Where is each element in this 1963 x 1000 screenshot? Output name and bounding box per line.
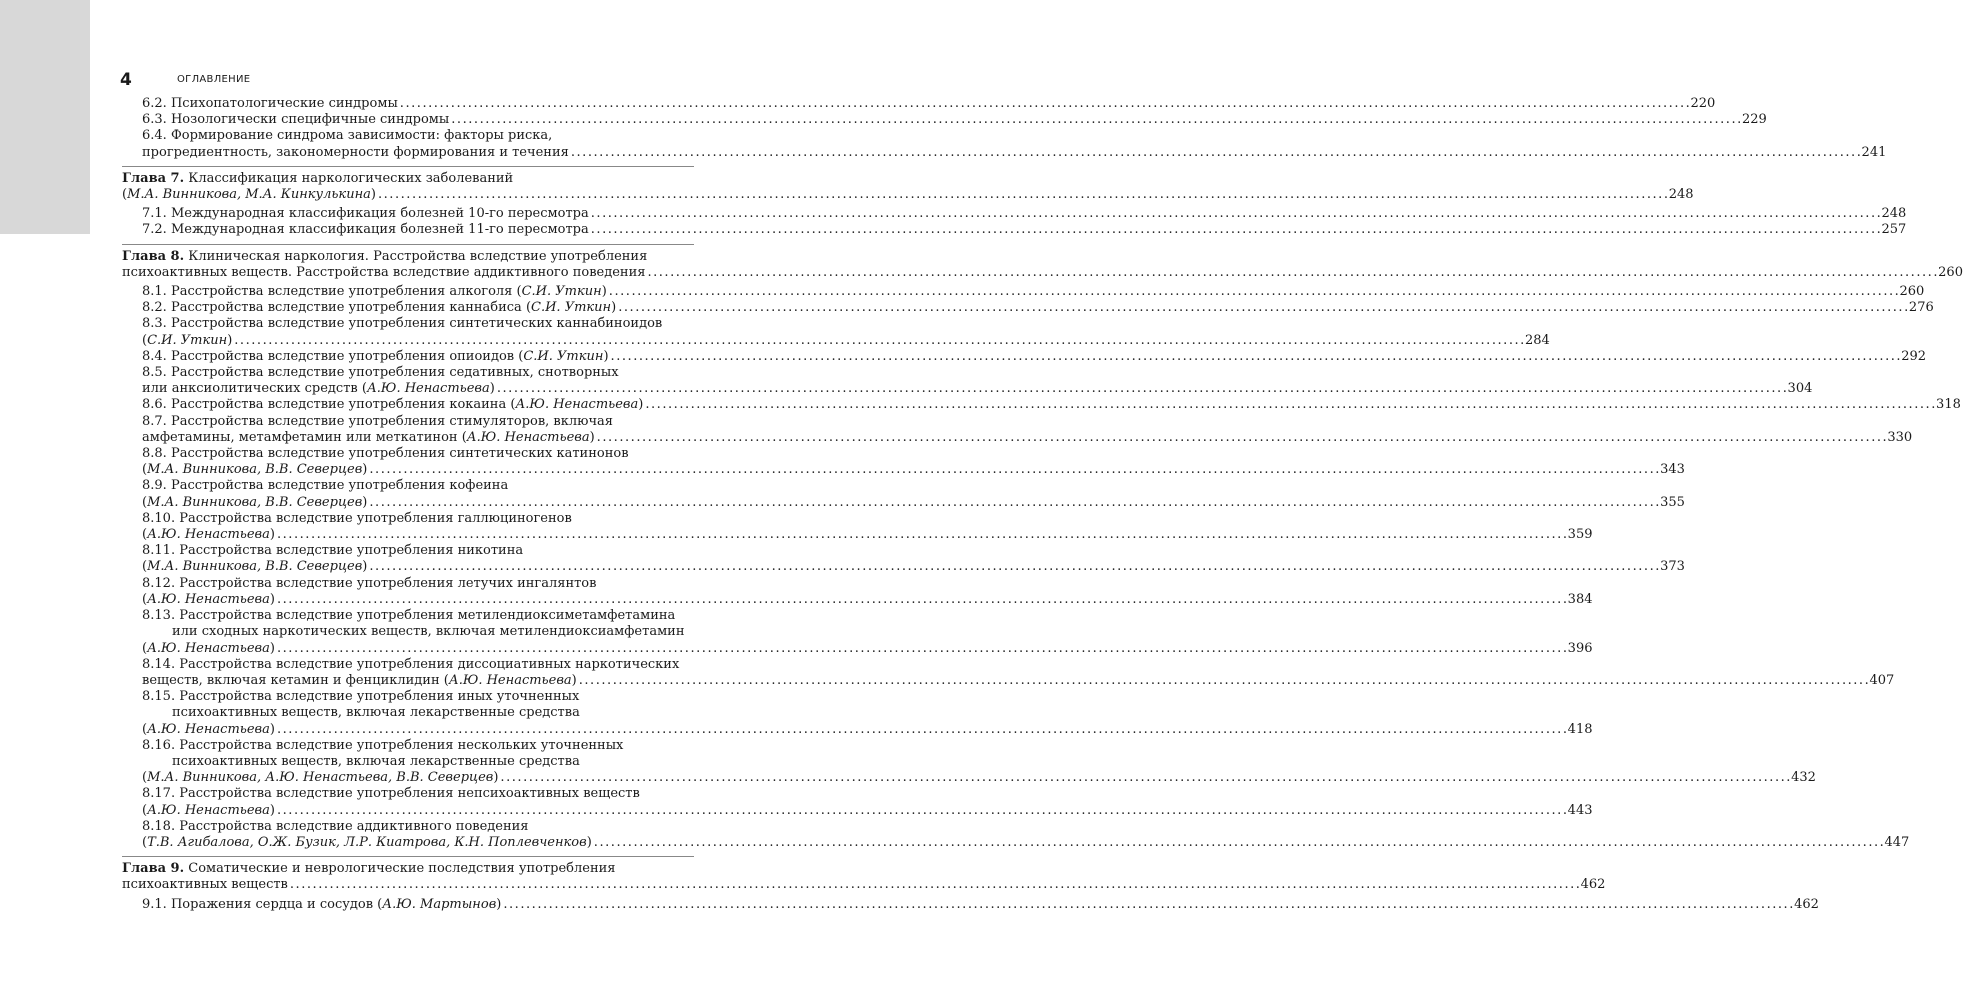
toc-line-last <box>142 802 1593 819</box>
toc-entry[interactable] <box>142 818 1910 851</box>
chapter-divider <box>122 244 694 245</box>
entry-authors: (Т.В. Агибалова, О.Ж. Бузик, Л.Р. Киатрова, К.Н. Поплевченков) <box>142 834 592 850</box>
title-text: Расстройства вследствие употребления никотина <box>179 543 524 559</box>
author-names: А.Ю. Ненастьева <box>466 429 590 445</box>
leader-dots <box>378 187 1667 203</box>
page-ref: 257 <box>1881 222 1907 238</box>
entry-number: 8.7. <box>142 413 167 429</box>
leader-dots <box>591 222 1880 238</box>
entry-title <box>142 722 275 738</box>
leader-dots <box>503 897 1792 913</box>
entry-authors: (М.А. Винникова, М.А. Кинкулькина) <box>122 187 376 203</box>
entry-number: 8.12. <box>142 575 176 591</box>
chapter-divider <box>122 856 694 857</box>
entry-number: 8.14. <box>142 656 176 672</box>
toc-line <box>142 689 694 705</box>
page-ref: 292 <box>1901 348 1927 364</box>
toc-chapter <box>122 248 1963 852</box>
page-ref: 418 <box>1567 721 1593 737</box>
author-names: М.А. Винникова, А.Ю. Ненастьева, В.В. Северцев <box>147 770 494 786</box>
entry-title <box>172 705 580 721</box>
page-ref: 343 <box>1660 462 1685 478</box>
entry-number: 6.4. <box>142 128 167 144</box>
toc-line-last <box>142 494 1685 511</box>
toc-line-last <box>122 877 1606 893</box>
leader-dots <box>369 559 1658 575</box>
entry-number: 8.5. <box>142 365 167 381</box>
page-ref: 462 <box>1580 877 1606 893</box>
entry-title <box>122 265 645 281</box>
page-ref: 359 <box>1567 527 1593 543</box>
toc-line <box>142 576 694 592</box>
entry-authors: (А.Ю. Ненастьева) <box>142 721 275 737</box>
entry-title <box>179 608 675 624</box>
entry-title <box>179 819 528 835</box>
page-ref: 276 <box>1908 300 1934 316</box>
entry-number: 8.16. <box>142 737 176 753</box>
title-text: Классификация наркологических заболеваний <box>188 170 514 186</box>
entry-title <box>171 300 616 316</box>
toc-entry[interactable] <box>142 510 1593 543</box>
title-text: Расстройства вследствие употребления синтетических катинонов <box>170 446 629 462</box>
title-text: психоактивных веществ, включая лекарственные средства <box>172 753 580 769</box>
toc-line-last <box>142 300 1934 316</box>
toc-entry[interactable] <box>142 96 1716 112</box>
entry-authors: (А.Ю. Ненастьева) <box>510 397 644 413</box>
entry-number: 8.3. <box>142 316 167 332</box>
title-text: Расстройства вследствие употребления стимуляторов, включая <box>170 413 613 429</box>
toc-entry[interactable] <box>142 222 1907 238</box>
page-ref: 318 <box>1936 397 1961 413</box>
page-ref: 443 <box>1567 802 1593 818</box>
author-names: С.И. Уткин <box>521 284 602 300</box>
leader-dots <box>611 349 1900 365</box>
author-names: А.Ю. Ненастьева <box>147 802 270 818</box>
leader-dots <box>277 592 1566 608</box>
toc-entry[interactable] <box>142 608 1593 657</box>
page-ref: 304 <box>1787 381 1813 397</box>
chapter-heading[interactable] <box>122 248 1963 281</box>
toc-line-last <box>142 332 1550 349</box>
title-text: Расстройства вследствие употребления седативных, снотворных <box>170 365 619 381</box>
entry-number: 8.10. <box>142 510 176 526</box>
leader-dots <box>645 397 1934 413</box>
title-text: Расстройства вследствие употребления опиоидов <box>170 348 515 364</box>
toc-line <box>142 446 694 462</box>
toc-entry[interactable] <box>142 206 1907 222</box>
author-names: А.Ю. Ненастьева <box>147 721 270 737</box>
entry-title <box>188 249 647 265</box>
entry-title <box>171 397 643 413</box>
title-text: Расстройства вследствие употребления галлюциногенов <box>179 510 572 526</box>
chapter-divider <box>122 166 694 167</box>
toc-line <box>142 608 694 624</box>
page-ref: 447 <box>1884 834 1910 850</box>
entry-title <box>188 861 615 877</box>
toc-line-last <box>142 834 1910 851</box>
author-names: А.Ю. Мартынов <box>382 896 497 912</box>
toc-chapter <box>122 861 1819 913</box>
author-names: А.Ю. Ненастьева <box>448 672 572 688</box>
leader-dots <box>451 112 1740 128</box>
leader-dots <box>609 284 1898 300</box>
toc-line <box>142 705 694 721</box>
entry-title <box>171 365 619 381</box>
page-edge-tab <box>0 0 90 234</box>
toc-entry[interactable] <box>142 284 1925 300</box>
title-text: прогредиентность, закономерности формирования и течения <box>142 144 569 160</box>
entry-authors: (М.А. Винникова, А.Ю. Ненастьева, В.В. Северцев) <box>142 770 499 786</box>
page-ref: 248 <box>1881 206 1907 222</box>
leader-dots <box>618 300 1907 316</box>
toc-entry[interactable] <box>142 348 1927 365</box>
leader-dots <box>400 96 1689 112</box>
title-text: Расстройства вследствие употребления метилендиоксиметамфетамина <box>179 608 676 624</box>
entry-authors: (С.И. Уткин) <box>516 284 607 300</box>
toc-line <box>142 754 694 770</box>
author-names: С.И. Уткин <box>531 300 612 316</box>
page-ref: 384 <box>1567 591 1593 607</box>
title-text: Поражения сердца и сосудов <box>170 896 374 912</box>
title-text: Расстройства вследствие употребления диссоциативных наркотических <box>179 656 680 672</box>
toc-line-last <box>142 640 1593 657</box>
toc-line <box>142 414 694 430</box>
entry-number: 8.6. <box>142 397 167 413</box>
toc-entry[interactable] <box>142 365 1813 397</box>
entry-authors: (С.И. Уткин) <box>525 300 617 316</box>
author-names: Т.В. Агибалова, О.Ж. Бузик, Л.Р. Киатрова, К.Н. Поплевченков <box>147 834 587 850</box>
title-text: Расстройства вследствие употребления нескольких уточненных <box>179 737 624 753</box>
entry-number: 6.2. <box>142 96 167 111</box>
author-names: С.И. Уткин <box>523 348 604 364</box>
chapter-heading[interactable] <box>122 170 1694 203</box>
leader-dots <box>277 803 1566 819</box>
toc-entry[interactable] <box>142 543 1685 575</box>
author-names: А.Ю. Ненастьева <box>515 397 639 413</box>
page-ref: 220 <box>1690 96 1716 111</box>
author-names: А.Ю. Ненастьева <box>147 527 270 543</box>
toc-line-last <box>122 187 1694 203</box>
leader-dots <box>597 430 1886 446</box>
leader-dots <box>591 206 1880 222</box>
toc-entry[interactable] <box>142 300 1934 316</box>
entry-title <box>179 738 623 754</box>
entry-number: 8.9. <box>142 478 167 494</box>
entry-title <box>142 673 577 689</box>
title-text: Международная классификация болезней 10-го пересмотра <box>170 206 589 222</box>
entry-title <box>171 446 629 462</box>
page-ref: 260 <box>1899 284 1925 300</box>
entry-authors: (А.Ю. Ненастьева) <box>142 640 275 656</box>
entry-number: 8.11. <box>142 543 176 559</box>
entry-authors: (А.Ю. Ненастьева) <box>142 527 275 543</box>
toc-line-last <box>142 348 1927 365</box>
entry-title <box>171 414 613 430</box>
toc-chapter <box>122 170 1907 239</box>
author-names: А.Ю. Ненастьева <box>147 640 270 656</box>
toc-line-last <box>142 770 1816 786</box>
entry-title <box>142 430 595 446</box>
entry-title <box>171 349 609 365</box>
page-ref: 229 <box>1741 112 1767 128</box>
entry-authors: (А.Ю. Ненастьева) <box>443 672 577 688</box>
entry-title <box>179 786 640 802</box>
leader-dots <box>500 770 1789 786</box>
page-ref: 284 <box>1524 332 1550 348</box>
title-text: психоактивных веществ <box>122 877 288 893</box>
toc-line-last <box>142 591 1593 608</box>
toc-entry[interactable] <box>142 689 1593 738</box>
toc-entry[interactable] <box>142 413 1913 446</box>
chapter-label: Глава 7. <box>122 170 185 186</box>
entry-title <box>171 206 589 222</box>
toc-line-last <box>142 672 1895 689</box>
toc-line <box>142 128 694 144</box>
chapter-heading[interactable] <box>122 861 1606 893</box>
toc-entry[interactable] <box>142 446 1685 478</box>
title-text: Расстройства вследствие употребления летучих ингалянтов <box>179 575 597 591</box>
entry-title <box>142 641 275 657</box>
leader-dots <box>277 641 1566 657</box>
author-names: А.Ю. Ненастьева <box>366 381 490 397</box>
chapter-label: Глава 8. <box>122 248 185 264</box>
entry-number: 8.2. <box>142 300 167 316</box>
toc-line <box>142 478 694 494</box>
entry-number: 8.17. <box>142 786 176 802</box>
leader-dots <box>369 495 1658 511</box>
page-ref: 330 <box>1887 429 1913 445</box>
toc-line-last <box>142 222 1907 238</box>
entry-title <box>142 835 592 851</box>
toc-line-last <box>142 397 1961 413</box>
entry-title <box>171 897 501 913</box>
toc-entry[interactable] <box>142 737 1816 787</box>
title-text: Расстройства вследствие употребления иных уточненных <box>179 689 580 705</box>
entry-title <box>142 145 569 161</box>
toc-line-last <box>142 462 1685 478</box>
entry-title <box>172 754 580 770</box>
entry-authors: (С.И. Уткин) <box>142 332 233 348</box>
entry-title <box>142 381 495 397</box>
title-text: Расстройства вследствие аддиктивного поведения <box>179 818 529 834</box>
toc-entry[interactable] <box>142 896 1819 913</box>
author-names: М.А. Винникова, В.В. Северцев <box>147 559 363 575</box>
toc-line <box>142 738 694 754</box>
page-header <box>120 70 680 90</box>
toc-line <box>142 316 694 332</box>
entry-authors: (А.Ю. Ненастьева) <box>142 802 275 818</box>
entry-authors: (А.Ю. Ненастьева) <box>461 429 595 445</box>
page-ref: 373 <box>1660 559 1685 575</box>
toc-line-last <box>142 527 1593 543</box>
toc-line <box>122 249 694 265</box>
toc-line <box>122 861 694 877</box>
page-ref: 248 <box>1668 187 1694 203</box>
toc-line <box>142 511 694 527</box>
entry-title <box>142 559 367 575</box>
toc-line <box>142 543 694 559</box>
entry-authors: (С.И. Уткин) <box>518 348 609 364</box>
author-names: С.И. Уткин <box>147 332 228 348</box>
entry-title <box>172 624 685 640</box>
entry-title <box>171 96 398 112</box>
leader-dots <box>594 835 1883 851</box>
toc-line <box>142 657 694 673</box>
toc-entry[interactable] <box>142 128 1887 160</box>
entry-number: 6.3. <box>142 112 167 128</box>
toc-line-last <box>142 96 1716 112</box>
title-text: Расстройства вследствие употребления кокаина <box>170 397 507 413</box>
title-text: психоактивных веществ, включая лекарственные средства <box>172 705 580 721</box>
entry-title <box>179 543 523 559</box>
leader-dots <box>647 265 1936 281</box>
running-head: ОГЛАВЛЕНИЕ <box>177 74 251 85</box>
title-text: Расстройства вследствие употребления синтетических каннабиноидов <box>170 316 663 332</box>
entry-title <box>122 877 288 893</box>
entry-authors: (А.Ю. Ненастьева) <box>361 381 495 397</box>
title-text: или сходных наркотических веществ, включая метилендиоксиамфетамин <box>172 624 685 640</box>
toc-line <box>142 624 694 640</box>
author-names: М.А. Винникова, В.В. Северцев <box>147 494 363 510</box>
entry-title <box>142 803 275 819</box>
title-text: Клиническая наркология. Расстройства вследствие употребления <box>188 248 648 264</box>
leader-dots <box>571 145 1860 161</box>
page-ref: 462 <box>1794 896 1819 912</box>
title-text: Формирование синдрома зависимости: факторы риска, <box>170 128 553 144</box>
toc-line-last <box>142 559 1685 575</box>
toc-entry[interactable] <box>142 575 1593 608</box>
toc-line <box>142 786 694 802</box>
entry-title <box>171 284 607 300</box>
entry-title <box>179 576 596 592</box>
toc-line-last <box>142 144 1887 161</box>
entry-number: 8.8. <box>142 446 167 462</box>
entry-title <box>179 657 679 673</box>
entry-title <box>188 171 513 187</box>
toc-entry[interactable] <box>142 786 1593 818</box>
entry-title <box>171 316 662 332</box>
leader-dots <box>290 877 1579 893</box>
toc-entry[interactable] <box>142 478 1685 510</box>
leader-dots <box>369 462 1658 478</box>
title-text: Расстройства вследствие употребления кофеина <box>170 478 509 494</box>
entry-authors: (М.А. Винникова, В.В. Северцев) <box>142 559 368 575</box>
title-text: психоактивных веществ. Расстройства вследствие аддиктивного поведения <box>122 264 646 280</box>
title-text: амфетамины, метамфетамин или меткатинон <box>142 429 458 445</box>
toc-line-last <box>142 284 1925 300</box>
toc-line-last <box>142 381 1813 397</box>
toc-line <box>142 365 694 381</box>
entry-title <box>142 527 275 543</box>
entry-title <box>171 478 508 494</box>
entry-number: 8.1. <box>142 284 167 300</box>
author-names: М.А. Винникова, М.А. Кинкулькина <box>127 187 371 203</box>
chapter-label: Глава 9. <box>122 861 185 877</box>
entry-authors: (А.Ю. Ненастьева) <box>142 591 275 607</box>
title-text: веществ, включая кетамин и фенциклидин <box>142 672 440 688</box>
page-ref: 260 <box>1938 264 1963 280</box>
title-text: Расстройства вследствие употребления каннабиса <box>170 300 522 316</box>
toc-line-last <box>122 264 1963 281</box>
entry-title <box>179 511 572 527</box>
page-ref: 241 <box>1861 144 1887 160</box>
page-ref: 407 <box>1869 672 1895 688</box>
title-text: Психопатологические синдромы <box>170 96 398 111</box>
toc-entry[interactable] <box>142 112 1767 128</box>
toc-entry[interactable] <box>142 316 1550 348</box>
title-text: Международная классификация болезней 11-го пересмотра <box>170 222 589 238</box>
title-text: Расстройства вследствие употребления непсихоактивных веществ <box>179 786 640 802</box>
leader-dots <box>497 381 1786 397</box>
entry-title <box>142 462 367 478</box>
title-text: Нозологически специфичные синдромы <box>170 112 450 128</box>
entry-number: 7.1. <box>142 206 167 222</box>
leader-dots <box>277 527 1566 543</box>
entry-number: 7.2. <box>142 222 167 238</box>
page-ref: 432 <box>1791 770 1816 786</box>
title-text: Расстройства вследствие употребления алкоголя <box>170 284 513 300</box>
entry-number: 8.18. <box>142 818 176 834</box>
toc-line-last <box>142 896 1819 913</box>
leader-dots <box>277 722 1566 738</box>
toc-line <box>122 171 694 187</box>
entry-authors: (М.А. Винникова, В.В. Северцев) <box>142 462 368 478</box>
title-text: Соматические и неврологические последствия употребления <box>188 861 616 877</box>
toc-line-last <box>142 206 1907 222</box>
entry-number: 8.15. <box>142 689 176 705</box>
page-ref: 396 <box>1567 640 1593 656</box>
entry-number: 8.4. <box>142 348 167 364</box>
title-text: или анксиолитических средств <box>142 381 358 397</box>
entry-title <box>179 689 579 705</box>
entry-title <box>171 128 552 144</box>
page-number: 4 <box>120 70 132 90</box>
entry-number: 8.13. <box>142 608 176 624</box>
entry-title <box>171 222 589 238</box>
toc-entry[interactable] <box>142 397 1961 413</box>
entry-number: 9.1. <box>142 896 167 912</box>
page-ref: 355 <box>1660 494 1685 510</box>
entry-title <box>142 333 232 349</box>
toc-line-last <box>142 112 1767 128</box>
leader-dots <box>234 333 1523 349</box>
entry-title <box>142 495 367 511</box>
leader-dots <box>579 673 1868 689</box>
toc-line-last <box>142 721 1593 738</box>
toc-entry[interactable] <box>142 656 1895 689</box>
entry-authors: (М.А. Винникова, В.В. Северцев) <box>142 494 368 510</box>
entry-title <box>171 112 449 128</box>
entry-title <box>142 592 275 608</box>
entry-title <box>142 770 498 786</box>
entry-authors: (А.Ю. Мартынов) <box>377 896 502 912</box>
toc-line <box>142 819 694 835</box>
table-of-contents <box>122 96 1963 913</box>
author-names: А.Ю. Ненастьева <box>147 591 270 607</box>
toc-line-last <box>142 429 1913 446</box>
entry-title <box>122 187 376 203</box>
author-names: М.А. Винникова, В.В. Северцев <box>147 462 363 478</box>
